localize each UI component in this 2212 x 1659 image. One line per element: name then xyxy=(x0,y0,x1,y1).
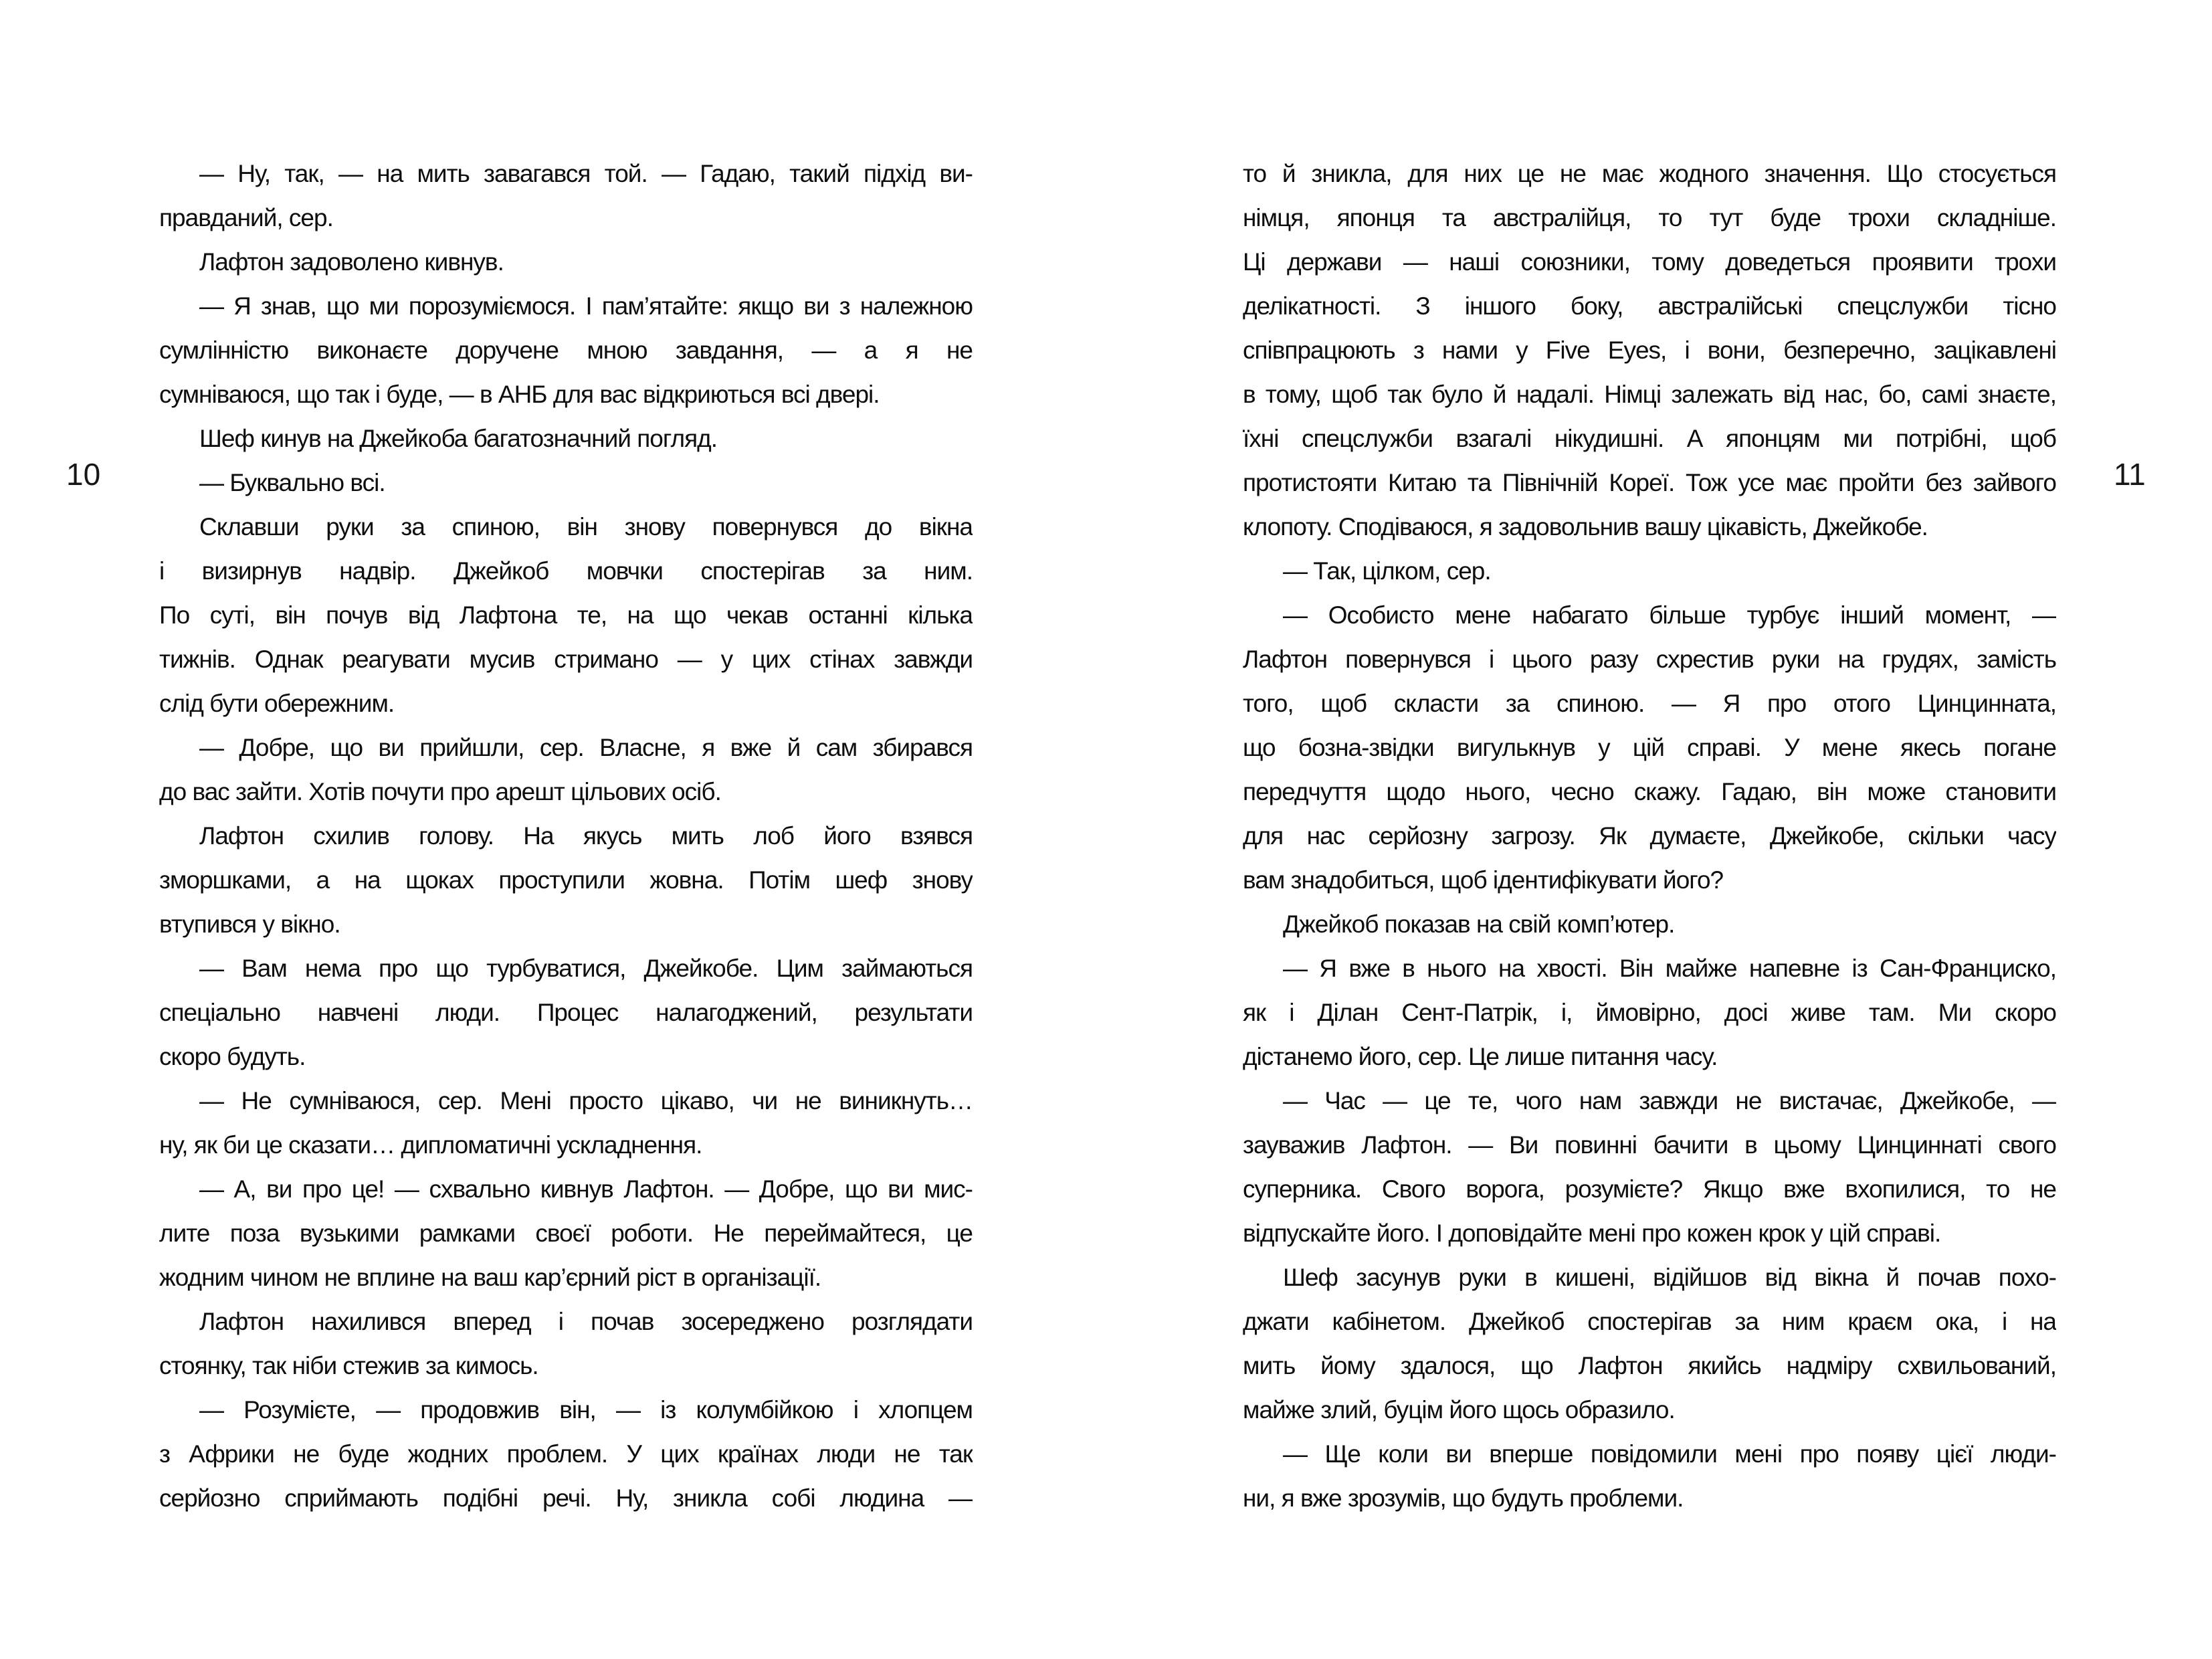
text-line: зморшками, а на щоках проступили жовна. Потім шеф знову xyxy=(159,866,973,894)
text-line: — Так, цілком, сер. xyxy=(1283,557,1491,585)
text-line: ну, як би це сказати… дипломатичні ускладнення. xyxy=(159,1131,702,1159)
text-line: протистояти Китаю та Північній Кореї. Тож усе має пройти без зайвого xyxy=(1243,469,2056,496)
paragraph xyxy=(1243,1256,2056,1432)
text-line: Лафтон схилив голову. На якусь мить лоб його взявся xyxy=(199,822,973,850)
text-line: втупився у вікно. xyxy=(159,910,340,938)
page-number-right: 11 xyxy=(2114,457,2146,492)
text-line: — Вам нема про що турбуватися, Джейкобе. Цим займаються xyxy=(199,955,973,982)
paragraph xyxy=(159,240,973,284)
text-line: Склавши руки за спиною, він знову повернувся до вікна xyxy=(199,513,973,541)
text-line: сумлінністю виконаєте доручене мною завдання, — а я не xyxy=(159,336,973,364)
text-line: спеціально навчені люди. Процес налагоджений, результати xyxy=(159,999,973,1026)
text-line: дістанемо його, сер. Це лише питання часу. xyxy=(1243,1043,1718,1070)
text-line: — Ну, так, — на мить завагався той. — Гадаю, такий підхід ви- xyxy=(199,160,973,187)
text-line: серйозно сприймають подібні речі. Ну, зникла собі людина — xyxy=(159,1484,973,1512)
text-line: Лафтон нахилився вперед і почав зосереджено розглядати xyxy=(199,1308,973,1335)
text-line: в тому, щоб так було й надалі. Німці залежать від нас, бо, самі знаєте, xyxy=(1243,381,2056,408)
text-line: співпрацюють з нами у Five Eyes, і вони, безперечно, зацікавлені xyxy=(1243,336,2056,364)
text-line: Шеф кинув на Джейкоба багатозначний погляд. xyxy=(199,425,717,452)
text-line: мить йому здалося, що Лафтон якийсь надміру схвильований, xyxy=(1243,1352,2056,1379)
text-line: делікатності. З іншого боку, австралійські спецслужби тісно xyxy=(1243,292,2056,320)
text-line: — Особисто мене набагато більше турбує інший момент, — xyxy=(1283,601,2056,629)
paragraph xyxy=(1243,1079,2056,1256)
text-line: — Я знав, що ми порозуміємося. І пам’ятайте: якщо ви з належною xyxy=(199,292,973,320)
text-line: — Я вже в нього на хвості. Він майже напевне із Сан-Франциско, xyxy=(1283,955,2056,982)
paragraph xyxy=(1243,593,2056,902)
text-line: то й зникла, для них це не має жодного значення. Що стосується xyxy=(1243,160,2056,187)
text-line: вам знадобиться, щоб ідентифікувати його? xyxy=(1243,866,1724,894)
text-line: джати кабінетом. Джейкоб спостерігав за ним краєм ока, і на xyxy=(1243,1308,2056,1335)
text-line: до вас зайти. Хотів почути про арешт цільових осіб. xyxy=(159,778,721,805)
paragraph xyxy=(1243,152,2056,549)
page-right-text xyxy=(1243,152,2056,1521)
paragraph xyxy=(159,726,973,814)
text-line: — Не сумніваюся, сер. Мені просто цікаво, чи не виникнуть… xyxy=(199,1087,973,1114)
page-left-text xyxy=(159,152,973,1521)
text-line: — А, ви про це! — схвально кивнув Лафтон. — Добре, що ви мис- xyxy=(199,1175,973,1203)
text-line: — Буквально всі. xyxy=(199,469,385,496)
page-number-left: 10 xyxy=(66,457,101,492)
text-line: — Розумієте, — продовжив він, — із колумбійкою і хлопцем xyxy=(199,1396,973,1424)
paragraph xyxy=(159,417,973,461)
text-line: суперника. Свого ворога, розумієте? Якщо вже вхопилися, то не xyxy=(1243,1175,2056,1203)
text-line: що бозна-звідки вигулькнув у цій справі. У мене якесь погане xyxy=(1243,734,2056,761)
paragraph xyxy=(159,505,973,726)
text-line: німця, японця та австралійця, то тут буде трохи складніше. xyxy=(1243,204,2056,231)
text-line: передчуття щодо нього, чесно скажу. Гадаю, він може становити xyxy=(1243,778,2056,805)
text-line: — Ще коли ви вперше повідомили мені про появу цієї люди- xyxy=(1283,1440,2056,1468)
text-line: По суті, він почув від Лафтона те, на що чекав останні кілька xyxy=(159,601,973,629)
paragraph xyxy=(159,947,973,1079)
paragraph xyxy=(159,284,973,417)
paragraph xyxy=(159,1167,973,1300)
text-line: як і Ділан Сент-Патрік, і, ймовірно, досі живе там. Ми скоро xyxy=(1243,999,2056,1026)
text-line: ни, я вже зрозумів, що будуть проблеми. xyxy=(1243,1484,1684,1512)
paragraph xyxy=(159,152,973,240)
text-line: їхні спецслужби взагалі нікудишні. А японцям ми потрібні, щоб xyxy=(1243,425,2056,452)
text-line: відпускайте його. І доповідайте мені про кожен крок у цій справі. xyxy=(1243,1219,1941,1247)
text-line: — Час — це те, чого нам завжди не вистачає, Джейкобе, — xyxy=(1283,1087,2056,1114)
text-line: слід бути обережним. xyxy=(159,690,395,717)
paragraph xyxy=(1243,947,2056,1079)
text-line: скоро будуть. xyxy=(159,1043,306,1070)
text-line: зауважив Лафтон. — Ви повинні бачити в цьому Цинциннаті свого xyxy=(1243,1131,2056,1159)
text-line: жодним чином не вплине на ваш кар’єрний ріст в організації. xyxy=(159,1264,821,1291)
text-line: для нас серйозну загрозу. Як думаєте, Джейкобе, скільки часу xyxy=(1243,822,2056,850)
text-line: майже злий, буцім його щось образило. xyxy=(1243,1396,1675,1424)
text-line: стоянку, так ніби стежив за кимось. xyxy=(159,1352,538,1379)
paragraph xyxy=(1243,902,2056,947)
text-line: сумніваюся, що так і буде, — в АНБ для вас відкриються всі двері. xyxy=(159,381,880,408)
paragraph xyxy=(159,1300,973,1388)
text-line: Ці держави — наші союзники, тому доведеться проявити трохи xyxy=(1243,248,2056,276)
text-line: лите поза вузькими рамками своєї роботи. Не переймайтеся, це xyxy=(159,1219,973,1247)
text-line: Шеф засунув руки в кишені, відійшов від вікна й почав похо- xyxy=(1283,1264,2056,1291)
paragraph xyxy=(159,814,973,947)
paragraph xyxy=(1243,549,2056,593)
text-line: і визирнув надвір. Джейкоб мовчки спостерігав за ним. xyxy=(159,557,973,585)
paragraph xyxy=(159,461,973,505)
text-line: клопоту. Сподіваюся, я задовольнив вашу цікавість, Джейкобе. xyxy=(1243,513,1928,541)
text-line: — Добре, що ви прийшли, сер. Власне, я вже й сам збирався xyxy=(199,734,973,761)
text-line: Лафтон задоволено кивнув. xyxy=(199,248,504,276)
text-line: тижнів. Однак реагувати мусив стримано — у цих стінах завжди xyxy=(159,646,973,673)
paragraph xyxy=(159,1388,973,1521)
text-line: того, щоб скласти за спиною. — Я про отого Цинцинната, xyxy=(1243,690,2056,717)
paragraph xyxy=(1243,1432,2056,1521)
paragraph xyxy=(159,1079,973,1167)
text-line: правданий, сер. xyxy=(159,204,333,231)
text-line: Джейкоб показав на свій комп’ютер. xyxy=(1283,910,1675,938)
text-line: Лафтон повернувся і цього разу схрестив руки на грудях, замість xyxy=(1243,646,2056,673)
text-line: з Африки не буде жодних проблем. У цих країнах люди не так xyxy=(159,1440,973,1468)
